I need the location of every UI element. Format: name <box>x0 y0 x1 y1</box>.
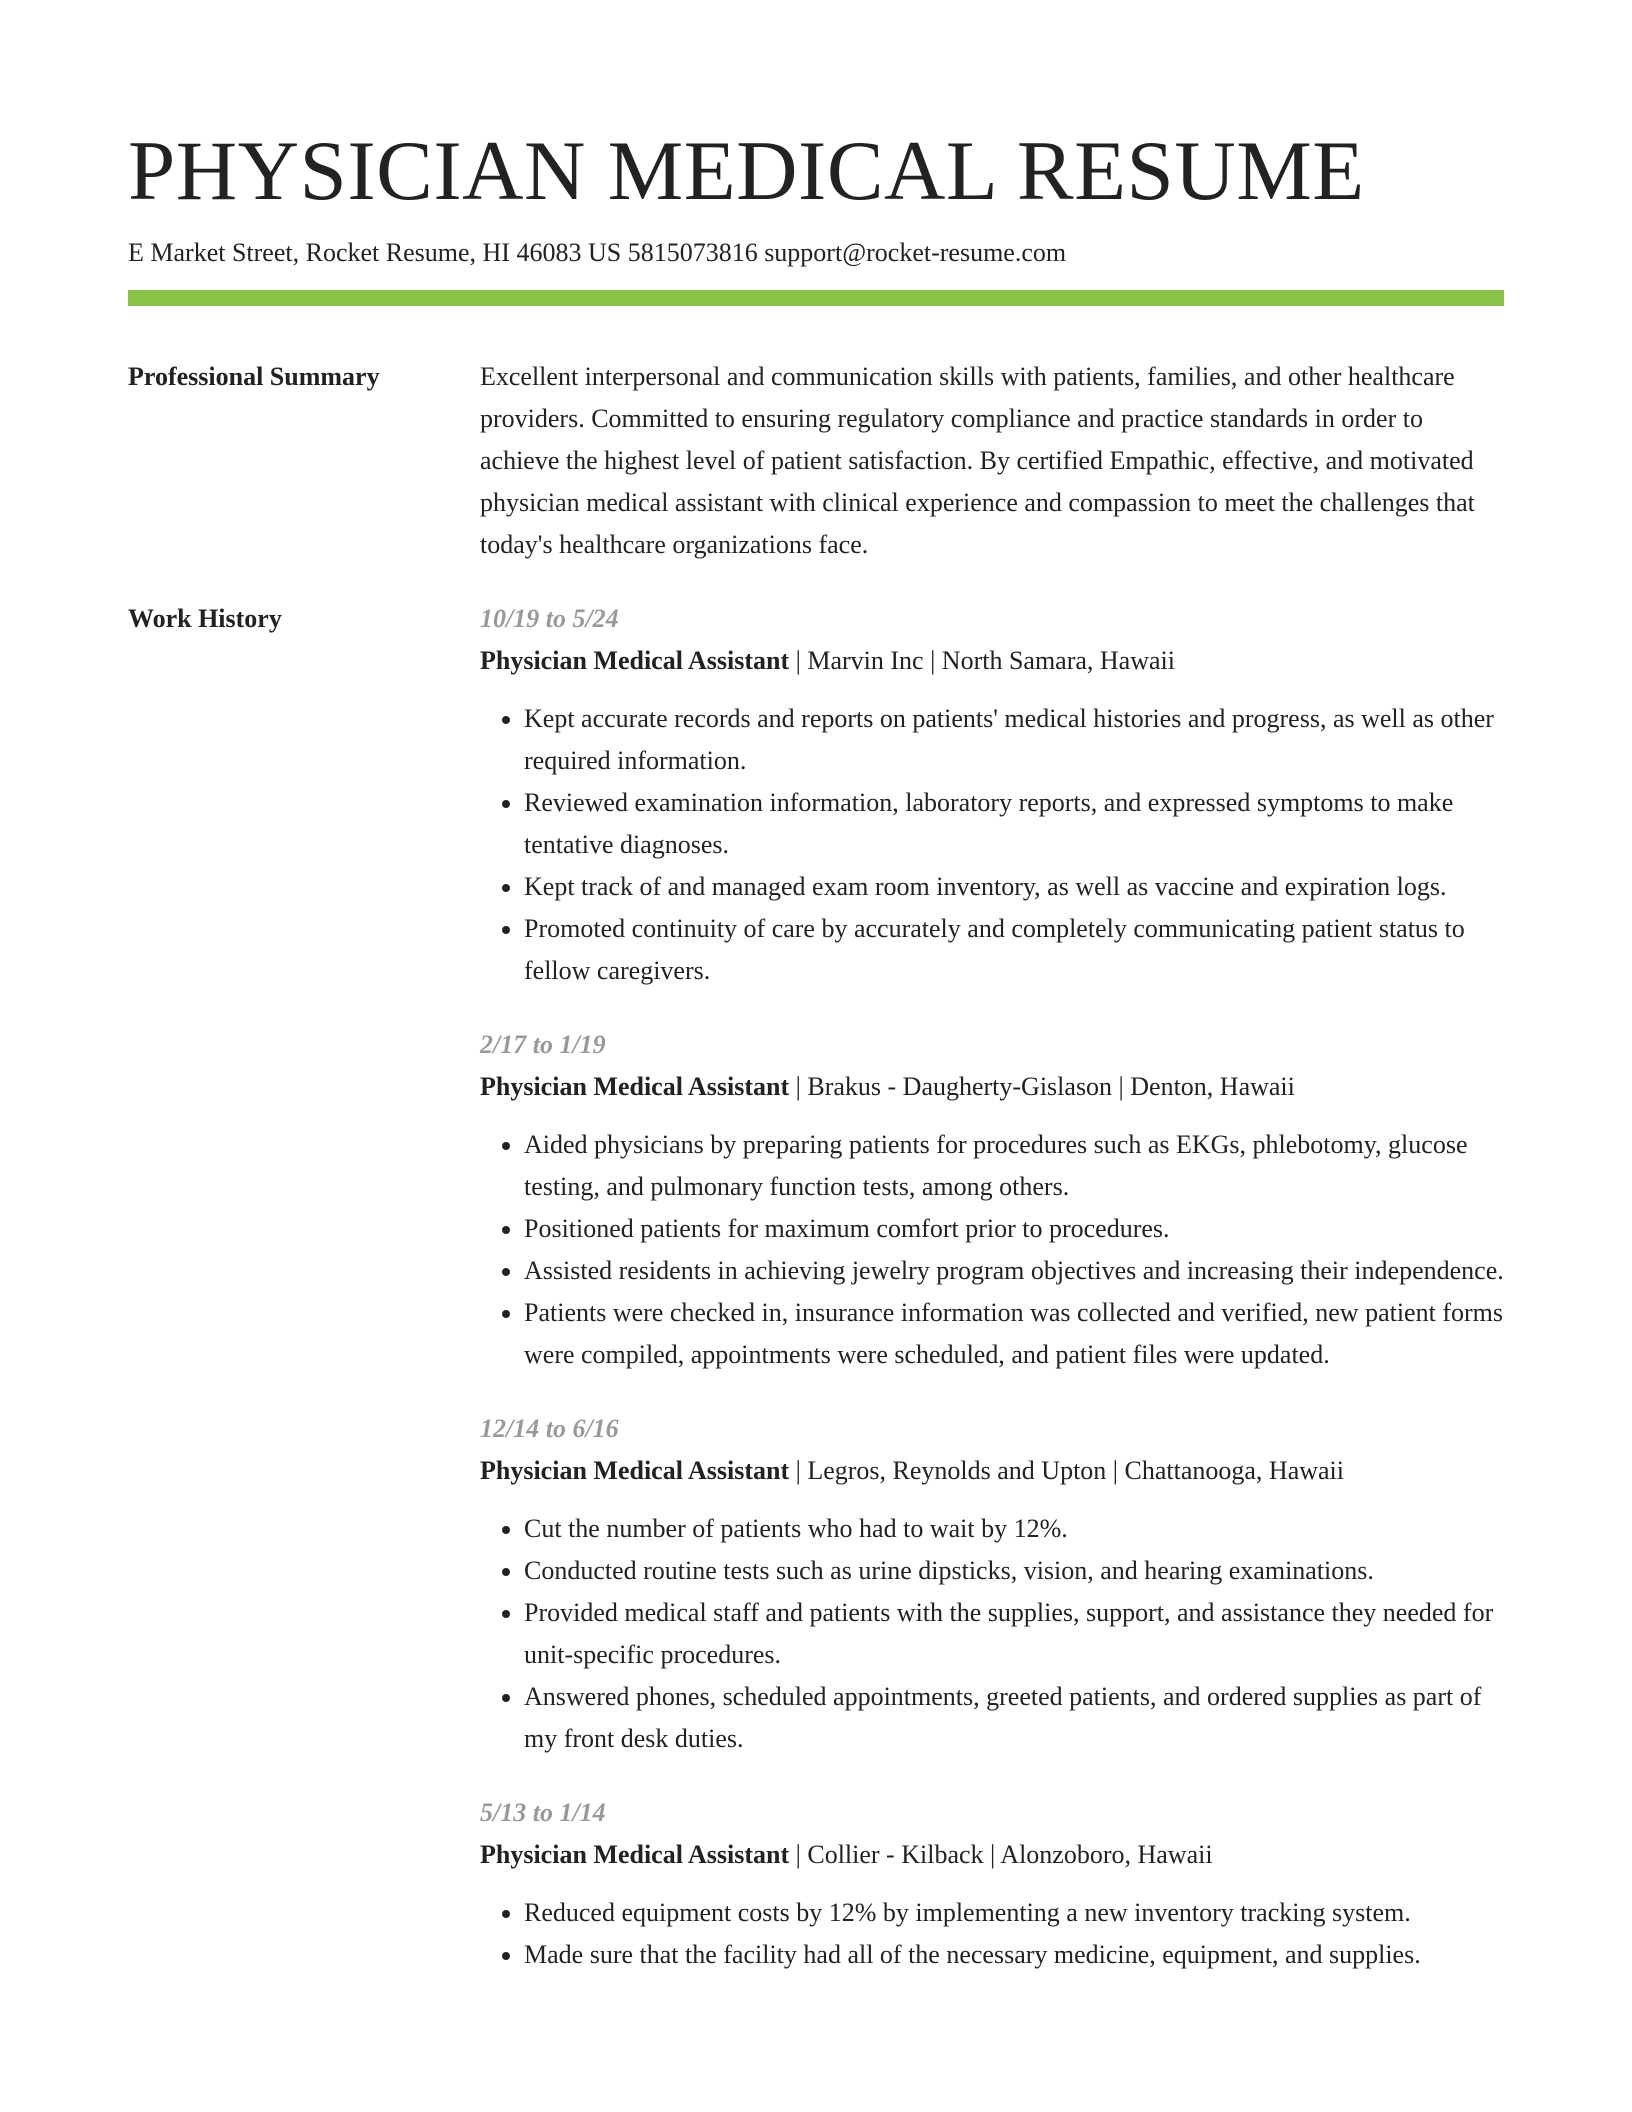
summary-body <box>480 356 1504 566</box>
job-bullet: • Kept track of and managed exam room inventory, as well as vaccine and expiration logs. <box>524 866 1504 908</box>
job-dates: 2/17 to 1/19 <box>480 1030 606 1059</box>
job-bullet: • Answered phones, scheduled appointments, greeted patients, and ordered supplies as part of my front desk duties. <box>524 1676 1504 1760</box>
professional-summary-section <box>128 356 1504 566</box>
job-entry <box>480 1024 1504 1376</box>
section-label-work-history: Work History <box>128 604 282 633</box>
job-bullet: • Positioned patients for maximum comfort prior to procedures. <box>524 1208 1504 1250</box>
job-bullets <box>480 698 1504 992</box>
job-heading <box>480 1450 1504 1492</box>
job-bullet: • Assisted residents in achieving jewelry program objectives and increasing their independence. <box>524 1250 1504 1292</box>
job-title: Physician Medical Assistant <box>480 1072 790 1101</box>
job-bullet: • Patients were checked in, insurance information was collected and verified, new patient forms were compiled, appointments were scheduled, and patient files were updated. <box>524 1292 1504 1376</box>
job-bullets <box>480 1124 1504 1376</box>
header-divider <box>128 290 1504 306</box>
resume-page <box>128 0 1504 2008</box>
job-entry <box>480 1792 1504 1976</box>
job-bullet: • Made sure that the facility had all of the necessary medicine, equipment, and supplies. <box>524 1934 1504 1976</box>
job-heading <box>480 1834 1504 1876</box>
job-bullet: • Provided medical staff and patients with the supplies, support, and assistance they needed for unit-specific procedures. <box>524 1592 1504 1676</box>
job-bullet: • Reduced equipment costs by 12% by implementing a new inventory tracking system. <box>524 1892 1504 1934</box>
job-bullet: • Conducted routine tests such as urine dipsticks, vision, and hearing examinations. <box>524 1550 1504 1592</box>
job-bullet: • Aided physicians by preparing patients for procedures such as EKGs, phlebotomy, glucose testing, and pulmonary function tests, among others. <box>524 1124 1504 1208</box>
job-dates: 5/13 to 1/14 <box>480 1798 606 1827</box>
job-title: Physician Medical Assistant <box>480 1840 790 1869</box>
contact-info: E Market Street, Rocket Resume, HI 46083 US 5815073816 support@rocket-resume.com <box>128 238 1067 267</box>
job-details: | Collier - Kilback | Alonzoboro, Hawaii <box>789 1840 1213 1869</box>
resume-title: PHYSICIAN MEDICAL RESUME <box>128 124 1365 218</box>
job-details: | Brakus - Daugherty-Gislason | Denton, Hawaii <box>789 1072 1295 1101</box>
job-dates: 10/19 to 5/24 <box>480 604 619 633</box>
job-details: | Legros, Reynolds and Upton | Chattanooga, Hawaii <box>789 1456 1345 1485</box>
work-history-body <box>480 598 1504 2008</box>
job-entry <box>480 598 1504 992</box>
section-label-professional-summary: Professional Summary <box>128 362 380 391</box>
job-bullet: • Reviewed examination information, laboratory reports, and expressed symptoms to make tentative diagnoses. <box>524 782 1504 866</box>
job-entry <box>480 1408 1504 1760</box>
job-title: Physician Medical Assistant <box>480 1456 790 1485</box>
job-heading <box>480 1066 1504 1108</box>
job-bullet: • Cut the number of patients who had to wait by 12%. <box>524 1508 1504 1550</box>
summary-text: Excellent interpersonal and communication skills with patients, families, and other healthcare providers. Committed to ensuring regulatory compliance and practice standards in order to achieve the highest level of patient satisfaction. By certified Empathic, effective, and motivated physician medical assistant with clinical experience and compassion to meet the challenges that today's healthcare organizations face. <box>480 362 1475 559</box>
job-bullet: • Promoted continuity of care by accurately and completely communicating patient status to fellow caregivers. <box>524 908 1504 992</box>
job-details: | Marvin Inc | North Samara, Hawaii <box>789 646 1175 675</box>
work-history-section <box>128 598 1504 2008</box>
job-bullet: • Kept accurate records and reports on patients' medical histories and progress, as well as other required information. <box>524 698 1504 782</box>
job-bullets <box>480 1892 1504 1976</box>
job-bullets <box>480 1508 1504 1760</box>
job-title: Physician Medical Assistant <box>480 646 790 675</box>
job-dates: 12/14 to 6/16 <box>480 1414 619 1443</box>
job-heading <box>480 640 1504 682</box>
